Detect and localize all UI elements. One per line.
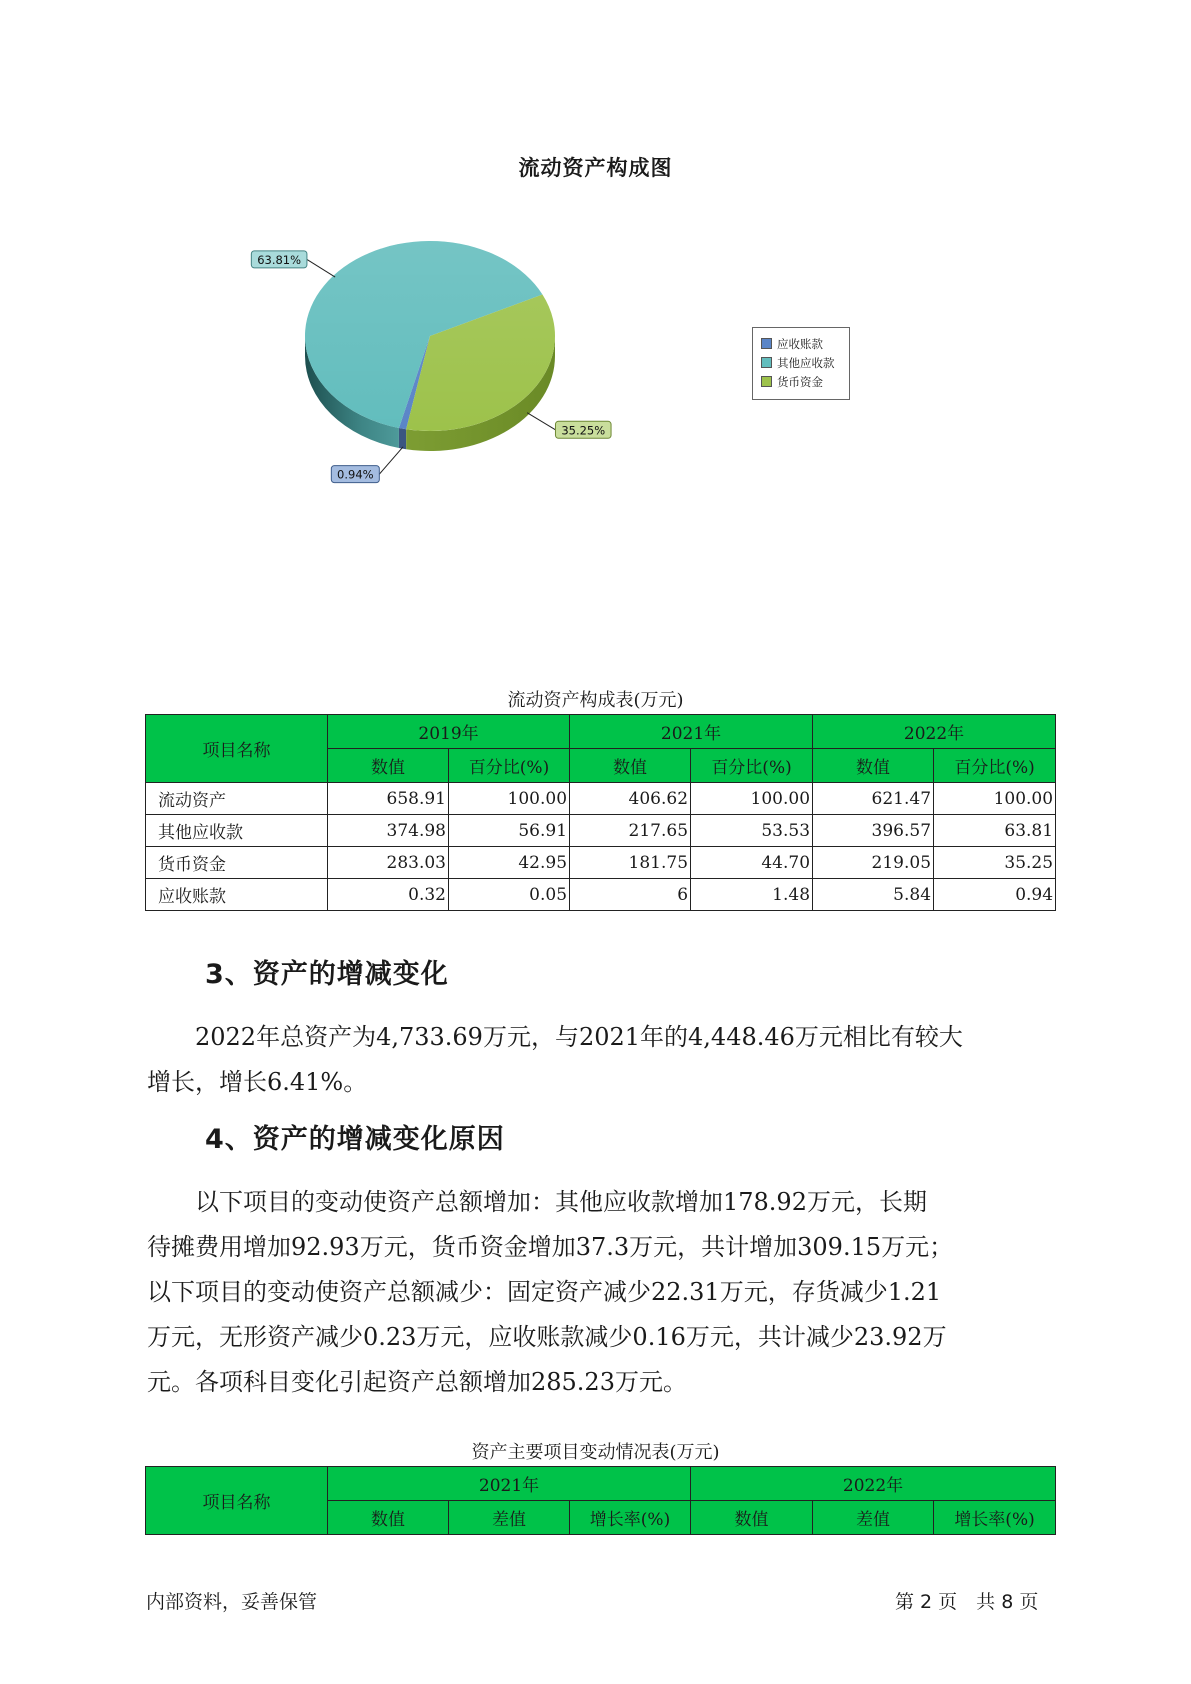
table1-year-2019: 2019年 (328, 715, 570, 749)
table1-subheader: 百分比(%) (691, 749, 813, 783)
cell: 5.84 (813, 879, 934, 911)
table-row (146, 847, 1056, 879)
cell: 621.47 (813, 783, 934, 815)
cell: 396.57 (813, 815, 934, 847)
table1-subheader: 数值 (813, 749, 934, 783)
table1-year-2021: 2021年 (570, 715, 813, 749)
pie-chart (0, 0, 1191, 560)
table2-subheader: 差值 (449, 1501, 570, 1535)
table-row (146, 879, 1056, 911)
pie-side-应收账款 (399, 428, 406, 449)
legend-item-qita (761, 353, 849, 372)
cell: 53.53 (691, 815, 813, 847)
row-name: 流动资产 (146, 783, 328, 815)
table1-subheader: 数值 (570, 749, 691, 783)
cell: 1.48 (691, 879, 813, 911)
cell: 63.81 (934, 815, 1056, 847)
data-label: 0.94% (337, 467, 374, 482)
para-line: 2022年总资产为4,733.69万元，与2021年的4,448.46万元相比有较大 (147, 1023, 963, 1051)
footer-page-number: 第 2 页 共 8 页 (895, 1591, 1039, 1613)
table2-subheader: 增长率(%) (570, 1501, 691, 1535)
cell: 181.75 (570, 847, 691, 879)
cell: 100.00 (934, 783, 1056, 815)
table2-caption: 资产主要项目变动情况表(万元) (471, 1442, 720, 1463)
legend-item-huobi (761, 372, 849, 391)
pie-sheen (305, 241, 555, 431)
cell: 0.05 (449, 879, 570, 911)
table2-subheader: 增长率(%) (934, 1501, 1056, 1535)
table2-subheader: 差值 (813, 1501, 934, 1535)
para-line: 元。各项科目变化引起资产总额增加285.23万元。 (147, 1368, 687, 1396)
cell: 219.05 (813, 847, 934, 879)
table1-subheader: 百分比(%) (449, 749, 570, 783)
legend-swatch-huobi (761, 376, 772, 387)
label-leader-line (307, 259, 335, 277)
cell: 44.70 (691, 847, 813, 879)
section3-heading: 3、资产的增减变化 (205, 959, 449, 990)
para-line: 以下项目的变动使资产总额减少：固定资产减少22.31万元，存货减少1.21 (147, 1278, 942, 1306)
chart-title: 流动资产构成图 (518, 156, 673, 180)
legend-label: 应收账款 (777, 336, 823, 351)
row-name: 货币资金 (146, 847, 328, 879)
legend-label: 其他应收款 (777, 355, 835, 370)
row-name: 其他应收款 (146, 815, 328, 847)
table2-year-2022: 2022年 (691, 1467, 1056, 1501)
legend-item-yingshou (761, 334, 849, 353)
table-row (146, 815, 1056, 847)
cell: 100.00 (449, 783, 570, 815)
cell: 0.32 (328, 879, 449, 911)
legend-swatch-qita (761, 357, 772, 368)
table-row (146, 783, 1056, 815)
cell: 217.65 (570, 815, 691, 847)
table2-year-2021: 2021年 (328, 1467, 691, 1501)
cell: 42.95 (449, 847, 570, 879)
table1-subheader: 数值 (328, 749, 449, 783)
table1-name-header: 项目名称 (146, 715, 328, 783)
cell: 35.25 (934, 847, 1056, 879)
data-label: 35.25% (561, 423, 606, 438)
label-leader-line (527, 413, 555, 430)
section4-paragraph (147, 1180, 1047, 1405)
section4-heading: 4、资产的增减变化原因 (205, 1124, 505, 1155)
footer-confidential: 内部资料，妥善保管 (146, 1591, 318, 1613)
cell: 6 (570, 879, 691, 911)
chart-legend (752, 327, 850, 400)
legend-swatch-yingshou (761, 338, 772, 349)
para-line: 以下项目的变动使资产总额增加：其他应收款增加178.92万元，长期 (147, 1188, 927, 1216)
section3-paragraph (147, 1015, 1047, 1105)
table1-subheader: 百分比(%) (934, 749, 1056, 783)
cell: 283.03 (328, 847, 449, 879)
label-leader-line (379, 447, 403, 474)
cell: 374.98 (328, 815, 449, 847)
para-line: 待摊费用增加92.93万元，货币资金增加37.3万元，共计增加309.15万元； (147, 1233, 954, 1261)
cell: 56.91 (449, 815, 570, 847)
table1 (145, 714, 1056, 911)
cell: 406.62 (570, 783, 691, 815)
legend-label: 货币资金 (777, 374, 823, 389)
table2-name-header: 项目名称 (146, 1467, 328, 1535)
para-line: 增长，增长6.41%。 (147, 1068, 368, 1096)
data-label: 63.81% (257, 252, 302, 267)
para-line: 万元，无形资产减少0.23万元，应收账款减少0.16万元，共计减少23.92万 (147, 1323, 947, 1351)
row-name: 应收账款 (146, 879, 328, 911)
cell: 100.00 (691, 783, 813, 815)
cell: 658.91 (328, 783, 449, 815)
cell: 0.94 (934, 879, 1056, 911)
table2-subheader: 数值 (691, 1501, 813, 1535)
table2 (145, 1466, 1056, 1535)
table1-year-2022: 2022年 (813, 715, 1056, 749)
table1-caption: 流动资产构成表(万元) (507, 690, 684, 711)
table2-subheader: 数值 (328, 1501, 449, 1535)
